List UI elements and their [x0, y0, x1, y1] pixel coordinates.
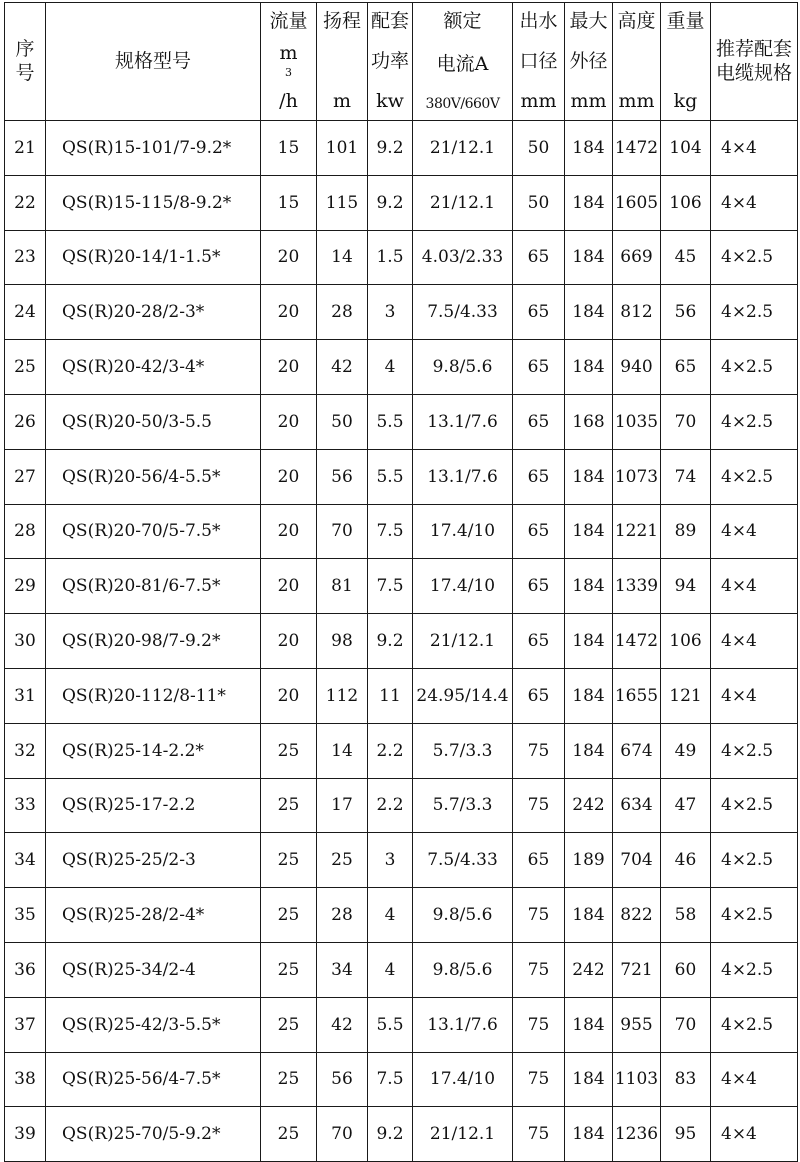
- row-head: 56: [317, 1052, 368, 1107]
- row-head: 34: [317, 942, 368, 997]
- row-current: 9.8/5.6: [413, 340, 513, 395]
- row-index: 28: [5, 504, 46, 559]
- row-weight: 70: [661, 394, 711, 449]
- row-cable: 4×4: [711, 1052, 798, 1107]
- header-diameter-unit: mm: [570, 89, 607, 112]
- row-diameter: 168: [565, 394, 613, 449]
- table-row: [5, 614, 798, 669]
- row-index: 31: [5, 668, 46, 723]
- row-index: 24: [5, 285, 46, 340]
- row-head: 17: [317, 778, 368, 833]
- header-outlet: [513, 3, 565, 121]
- row-height: 1236: [613, 1107, 661, 1162]
- table-row: [5, 668, 798, 723]
- table-row: [5, 1107, 798, 1162]
- row-cable: 4×2.5: [711, 888, 798, 943]
- row-power: 7.5: [368, 504, 413, 559]
- row-current: 7.5/4.33: [413, 833, 513, 888]
- row-current: 9.8/5.6: [413, 888, 513, 943]
- row-index: 26: [5, 394, 46, 449]
- row-model: QS(R)25-28/2-4*: [46, 888, 261, 943]
- row-outlet: 75: [513, 888, 565, 943]
- row-height: 1339: [613, 559, 661, 614]
- row-outlet: 65: [513, 833, 565, 888]
- header-flow-unit-base: m: [279, 41, 298, 64]
- row-flow: 25: [261, 723, 317, 778]
- row-power: 11: [368, 668, 413, 723]
- row-cable: 4×4: [711, 504, 798, 559]
- row-diameter: 184: [565, 668, 613, 723]
- row-power: 3: [368, 833, 413, 888]
- row-head: 25: [317, 833, 368, 888]
- row-cable: 4×4: [711, 559, 798, 614]
- row-power: 7.5: [368, 1052, 413, 1107]
- row-current: 13.1/7.6: [413, 394, 513, 449]
- row-head: 56: [317, 449, 368, 504]
- row-model: QS(R)20-14/1-1.5*: [46, 230, 261, 285]
- table-row: [5, 723, 798, 778]
- row-model: QS(R)25-42/3-5.5*: [46, 997, 261, 1052]
- row-index: 30: [5, 614, 46, 669]
- table-row: [5, 778, 798, 833]
- row-power: 9.2: [368, 121, 413, 176]
- row-flow: 20: [261, 668, 317, 723]
- header-outlet-name1: 出水: [519, 9, 558, 32]
- row-index: 27: [5, 449, 46, 504]
- row-head: 98: [317, 614, 368, 669]
- row-weight: 104: [661, 121, 711, 176]
- row-current: 9.8/5.6: [413, 942, 513, 997]
- header-power: [368, 3, 413, 121]
- header-diameter: [565, 3, 613, 121]
- row-power: 7.5: [368, 559, 413, 614]
- row-weight: 46: [661, 833, 711, 888]
- row-head: 70: [317, 504, 368, 559]
- header-outlet-name2: 口径: [519, 49, 558, 72]
- row-power: 9.2: [368, 614, 413, 669]
- row-index: 33: [5, 778, 46, 833]
- row-power: 9.2: [368, 1107, 413, 1162]
- row-outlet: 75: [513, 1052, 565, 1107]
- table-row: [5, 559, 798, 614]
- row-diameter: 184: [565, 559, 613, 614]
- row-flow: 15: [261, 121, 317, 176]
- row-index: 37: [5, 997, 46, 1052]
- row-diameter: 184: [565, 175, 613, 230]
- row-weight: 106: [661, 614, 711, 669]
- row-current: 4.03/2.33: [413, 230, 513, 285]
- header-height-name: 高度: [617, 9, 656, 32]
- row-power: 4: [368, 888, 413, 943]
- row-outlet: 65: [513, 394, 565, 449]
- row-cable: 4×2.5: [711, 833, 798, 888]
- table-row: [5, 175, 798, 230]
- row-weight: 83: [661, 1052, 711, 1107]
- header-power-name1: 配套: [370, 9, 409, 32]
- row-flow: 20: [261, 285, 317, 340]
- header-model: [46, 3, 261, 121]
- row-model: QS(R)25-56/4-7.5*: [46, 1052, 261, 1107]
- row-cable: 4×2.5: [711, 778, 798, 833]
- row-outlet: 65: [513, 668, 565, 723]
- row-head: 70: [317, 1107, 368, 1162]
- row-height: 940: [613, 340, 661, 395]
- row-model: QS(R)20-81/6-7.5*: [46, 559, 261, 614]
- row-index: 32: [5, 723, 46, 778]
- row-cable: 4×2.5: [711, 723, 798, 778]
- row-current: 7.5/4.33: [413, 285, 513, 340]
- row-diameter: 184: [565, 340, 613, 395]
- row-outlet: 50: [513, 121, 565, 176]
- header-current-name1: 额定: [443, 9, 482, 32]
- header-flow-name: 流量: [269, 9, 308, 32]
- table-row: [5, 888, 798, 943]
- row-index: 34: [5, 833, 46, 888]
- row-outlet: 65: [513, 340, 565, 395]
- row-current: 21/12.1: [413, 1107, 513, 1162]
- row-power: 3: [368, 285, 413, 340]
- header-index-line1: 序: [15, 37, 35, 60]
- row-diameter: 184: [565, 614, 613, 669]
- row-weight: 47: [661, 778, 711, 833]
- row-cable: 4×4: [711, 614, 798, 669]
- header-height: [613, 3, 661, 121]
- row-model: QS(R)15-101/7-9.2*: [46, 121, 261, 176]
- pump-spec-table: [4, 2, 798, 1162]
- row-height: 1605: [613, 175, 661, 230]
- row-weight: 56: [661, 285, 711, 340]
- header-head-unit: m: [332, 89, 352, 112]
- row-flow: 25: [261, 888, 317, 943]
- row-current: 17.4/10: [413, 1052, 513, 1107]
- row-weight: 60: [661, 942, 711, 997]
- table-row: [5, 394, 798, 449]
- row-index: 36: [5, 942, 46, 997]
- header-current-name2: 电流A: [436, 52, 489, 75]
- row-current: 17.4/10: [413, 559, 513, 614]
- row-current: 24.95/14.4: [413, 668, 513, 723]
- row-height: 955: [613, 997, 661, 1052]
- row-head: 81: [317, 559, 368, 614]
- row-flow: 25: [261, 778, 317, 833]
- row-current: 5.7/3.3: [413, 778, 513, 833]
- row-diameter: 184: [565, 1107, 613, 1162]
- table-row: [5, 1052, 798, 1107]
- row-index: 39: [5, 1107, 46, 1162]
- row-current: 13.1/7.6: [413, 449, 513, 504]
- row-head: 14: [317, 230, 368, 285]
- row-power: 5.5: [368, 449, 413, 504]
- row-weight: 74: [661, 449, 711, 504]
- row-diameter: 242: [565, 942, 613, 997]
- row-flow: 25: [261, 833, 317, 888]
- row-head: 101: [317, 121, 368, 176]
- header-flow-unit: [279, 42, 298, 114]
- row-power: 5.5: [368, 394, 413, 449]
- table-row: [5, 449, 798, 504]
- header-weight-name: 重量: [666, 9, 705, 32]
- row-diameter: 184: [565, 723, 613, 778]
- table-row: [5, 833, 798, 888]
- header-row: [5, 3, 798, 121]
- row-power: 9.2: [368, 175, 413, 230]
- row-weight: 121: [661, 668, 711, 723]
- row-cable: 4×2.5: [711, 394, 798, 449]
- row-height: 812: [613, 285, 661, 340]
- row-weight: 58: [661, 888, 711, 943]
- row-cable: 4×4: [711, 121, 798, 176]
- row-weight: 49: [661, 723, 711, 778]
- row-model: QS(R)25-14-2.2*: [46, 723, 261, 778]
- row-flow: 20: [261, 449, 317, 504]
- row-index: 25: [5, 340, 46, 395]
- row-height: 1035: [613, 394, 661, 449]
- row-weight: 45: [661, 230, 711, 285]
- row-outlet: 65: [513, 614, 565, 669]
- row-current: 17.4/10: [413, 504, 513, 559]
- row-height: 704: [613, 833, 661, 888]
- row-weight: 65: [661, 340, 711, 395]
- row-index: 38: [5, 1052, 46, 1107]
- row-flow: 25: [261, 997, 317, 1052]
- row-diameter: 184: [565, 449, 613, 504]
- header-model-label: 规格型号: [114, 49, 191, 72]
- row-head: 115: [317, 175, 368, 230]
- row-model: QS(R)25-34/2-4: [46, 942, 261, 997]
- row-height: 1655: [613, 668, 661, 723]
- header-flow-unit-rest: /h: [279, 89, 298, 112]
- table-row: [5, 121, 798, 176]
- row-diameter: 242: [565, 778, 613, 833]
- row-model: QS(R)20-50/3-5.5: [46, 394, 261, 449]
- row-current: 21/12.1: [413, 121, 513, 176]
- header-head: [317, 3, 368, 121]
- row-head: 112: [317, 668, 368, 723]
- row-index: 23: [5, 230, 46, 285]
- row-index: 22: [5, 175, 46, 230]
- row-head: 28: [317, 285, 368, 340]
- header-cable: [711, 3, 798, 121]
- row-height: 1103: [613, 1052, 661, 1107]
- header-diameter-name2: 外径: [569, 49, 608, 72]
- row-head: 50: [317, 394, 368, 449]
- table-row: [5, 942, 798, 997]
- row-head: 42: [317, 340, 368, 395]
- header-index: [5, 3, 46, 121]
- row-index: 35: [5, 888, 46, 943]
- row-flow: 20: [261, 614, 317, 669]
- row-flow: 20: [261, 340, 317, 395]
- row-outlet: 75: [513, 942, 565, 997]
- row-power: 5.5: [368, 997, 413, 1052]
- row-cable: 4×4: [711, 175, 798, 230]
- row-outlet: 50: [513, 175, 565, 230]
- row-outlet: 65: [513, 449, 565, 504]
- header-outlet-unit: mm: [520, 89, 557, 112]
- table-row: [5, 504, 798, 559]
- row-weight: 89: [661, 504, 711, 559]
- table-row: [5, 997, 798, 1052]
- row-head: 28: [317, 888, 368, 943]
- row-cable: 4×2.5: [711, 449, 798, 504]
- row-power: 2.2: [368, 723, 413, 778]
- row-height: 674: [613, 723, 661, 778]
- row-height: 669: [613, 230, 661, 285]
- row-diameter: 184: [565, 1052, 613, 1107]
- header-index-line2: 号: [15, 61, 35, 84]
- row-diameter: 184: [565, 121, 613, 176]
- row-model: QS(R)20-42/3-4*: [46, 340, 261, 395]
- table-row: [5, 230, 798, 285]
- row-model: QS(R)15-115/8-9.2*: [46, 175, 261, 230]
- header-head-name: 扬程: [322, 9, 361, 32]
- header-flow-unit-sup: 3: [284, 65, 292, 79]
- row-flow: 15: [261, 175, 317, 230]
- header-diameter-name1: 最大: [569, 9, 608, 32]
- table-body: [5, 121, 798, 1162]
- row-model: QS(R)20-98/7-9.2*: [46, 614, 261, 669]
- row-cable: 4×2.5: [711, 230, 798, 285]
- row-outlet: 65: [513, 285, 565, 340]
- row-flow: 25: [261, 1052, 317, 1107]
- row-outlet: 75: [513, 778, 565, 833]
- header-weight-unit: kg: [673, 89, 698, 112]
- row-index: 21: [5, 121, 46, 176]
- table-row: [5, 340, 798, 395]
- row-cable: 4×2.5: [711, 285, 798, 340]
- row-power: 4: [368, 340, 413, 395]
- row-head: 14: [317, 723, 368, 778]
- header-weight: [661, 3, 711, 121]
- row-weight: 95: [661, 1107, 711, 1162]
- row-head: 42: [317, 997, 368, 1052]
- row-outlet: 75: [513, 1107, 565, 1162]
- row-diameter: 189: [565, 833, 613, 888]
- row-cable: 4×4: [711, 668, 798, 723]
- row-index: 29: [5, 559, 46, 614]
- row-power: 4: [368, 942, 413, 997]
- header-power-name2: 功率: [370, 49, 409, 72]
- row-weight: 94: [661, 559, 711, 614]
- row-height: 721: [613, 942, 661, 997]
- row-cable: 4×4: [711, 1107, 798, 1162]
- row-model: QS(R)25-17-2.2: [46, 778, 261, 833]
- row-diameter: 184: [565, 504, 613, 559]
- row-cable: 4×2.5: [711, 340, 798, 395]
- row-cable: 4×2.5: [711, 942, 798, 997]
- row-flow: 20: [261, 559, 317, 614]
- row-model: QS(R)25-25/2-3: [46, 833, 261, 888]
- row-weight: 70: [661, 997, 711, 1052]
- row-height: 1073: [613, 449, 661, 504]
- row-power: 1.5: [368, 230, 413, 285]
- row-outlet: 75: [513, 723, 565, 778]
- row-flow: 20: [261, 230, 317, 285]
- header-cable-name1: 推荐配套: [715, 37, 792, 60]
- row-height: 634: [613, 778, 661, 833]
- row-outlet: 65: [513, 504, 565, 559]
- row-current: 5.7/3.3: [413, 723, 513, 778]
- row-flow: 25: [261, 942, 317, 997]
- row-model: QS(R)20-56/4-5.5*: [46, 449, 261, 504]
- row-weight: 106: [661, 175, 711, 230]
- row-diameter: 184: [565, 285, 613, 340]
- header-flow: [261, 3, 317, 121]
- row-diameter: 184: [565, 888, 613, 943]
- row-outlet: 65: [513, 559, 565, 614]
- row-flow: 20: [261, 504, 317, 559]
- row-model: QS(R)25-70/5-9.2*: [46, 1107, 261, 1162]
- header-height-unit: mm: [618, 89, 655, 112]
- row-current: 21/12.1: [413, 175, 513, 230]
- row-diameter: 184: [565, 997, 613, 1052]
- table-row: [5, 285, 798, 340]
- row-current: 21/12.1: [413, 614, 513, 669]
- row-flow: 25: [261, 1107, 317, 1162]
- row-power: 2.2: [368, 778, 413, 833]
- row-current: 13.1/7.6: [413, 997, 513, 1052]
- row-flow: 20: [261, 394, 317, 449]
- row-model: QS(R)20-112/8-11*: [46, 668, 261, 723]
- header-current-unit: 380V/660V: [425, 96, 500, 112]
- row-outlet: 75: [513, 997, 565, 1052]
- row-height: 1472: [613, 614, 661, 669]
- row-height: 1472: [613, 121, 661, 176]
- row-cable: 4×2.5: [711, 997, 798, 1052]
- header-power-unit: kw: [376, 89, 404, 112]
- header-current: [413, 3, 513, 121]
- row-height: 822: [613, 888, 661, 943]
- row-diameter: 184: [565, 230, 613, 285]
- row-model: QS(R)20-28/2-3*: [46, 285, 261, 340]
- row-outlet: 65: [513, 230, 565, 285]
- row-model: QS(R)20-70/5-7.5*: [46, 504, 261, 559]
- header-cable-name2: 电缆规格: [715, 61, 792, 84]
- row-height: 1221: [613, 504, 661, 559]
